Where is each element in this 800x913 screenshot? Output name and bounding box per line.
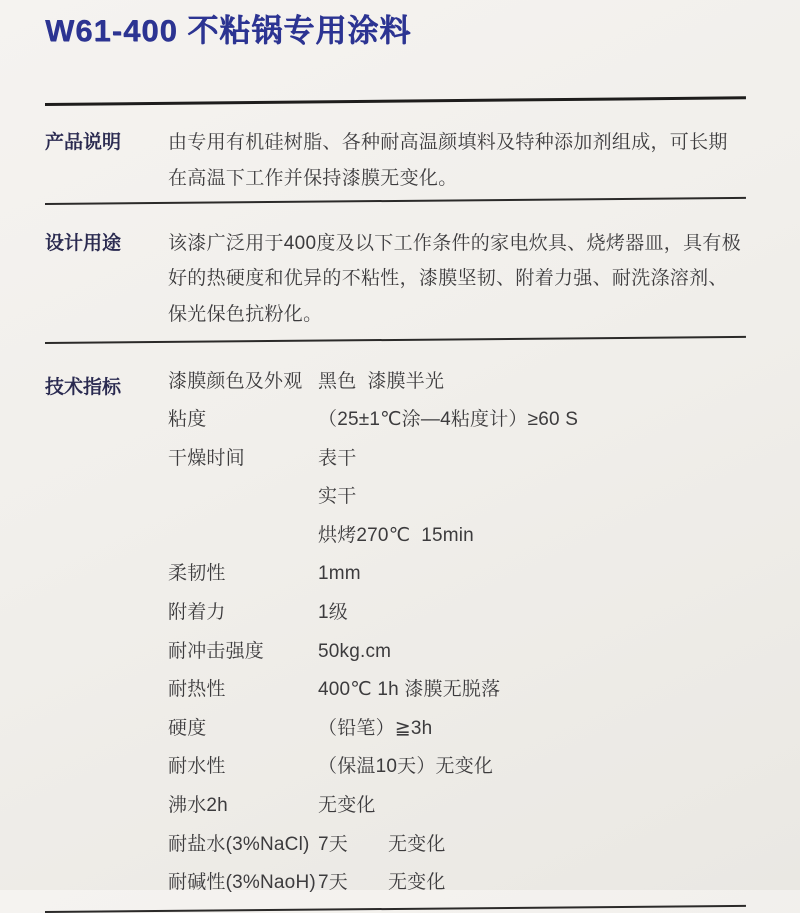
spec-value: 实干 — [318, 486, 357, 508]
spec-value: 400℃ 1h 漆膜无脱落 — [318, 679, 501, 701]
divider-top — [45, 96, 746, 106]
spec-param: 耐碱性(3%NaoH) — [168, 872, 316, 894]
spec-row — [168, 524, 746, 563]
spec-value: 7天 — [318, 872, 348, 894]
spec-value: （铅笔）≧3h — [318, 717, 433, 739]
section-technical-specs — [45, 370, 746, 910]
divider-middle-1 — [45, 197, 746, 205]
spec-value: 1级 — [318, 602, 348, 624]
section-product-description — [45, 125, 746, 196]
spec-extra: 无变化 — [387, 872, 446, 894]
spec-param: 粘度 — [168, 409, 207, 431]
spec-value: 无变化 — [318, 795, 376, 817]
spec-value: 黑色 漆膜半光 — [318, 370, 445, 392]
spec-value: 1mm — [318, 563, 361, 585]
spec-row — [168, 871, 746, 910]
product-description-body: 由专用有机硅树脂、各种耐高温颜填料及特种添加剂组成，可长期在高温下工作并保持漆膜无变化。 — [168, 132, 728, 189]
spec-extra: 无变化 — [387, 833, 446, 855]
spec-param: 耐热性 — [168, 679, 226, 701]
design-use-label: 设计用途 — [45, 232, 122, 254]
spec-table — [168, 370, 746, 910]
spec-value: 7天 — [318, 833, 348, 855]
spec-param: 沸水2h — [168, 795, 228, 817]
spec-row — [168, 833, 746, 872]
spec-row — [168, 678, 746, 717]
page-title: W61-400 不粘锅专用涂料 — [45, 13, 412, 48]
spec-param: 耐冲击强度 — [168, 640, 265, 662]
divider-middle-2 — [45, 336, 746, 344]
technical-specs-label: 技术指标 — [45, 376, 122, 398]
spec-param: 干燥时间 — [168, 447, 245, 469]
spec-param: 耐水性 — [168, 756, 226, 778]
spec-row — [168, 717, 746, 756]
spec-row — [168, 755, 746, 794]
spec-row — [168, 562, 746, 601]
spec-param: 耐盐水(3%NaCl) — [168, 833, 310, 855]
spec-row — [168, 408, 746, 447]
spec-param: 漆膜颜色及外观 — [168, 370, 303, 392]
design-use-body: 该漆广泛用于400度及以下工作条件的家电炊具、烧烤器皿，具有极好的热硬度和优异的不粘性，漆膜坚韧、附着力强、耐洗涤溶剂、保光保色抗粉化。 — [168, 232, 742, 325]
spec-row — [168, 601, 746, 640]
spec-param: 硬度 — [168, 717, 207, 739]
spec-row — [168, 370, 746, 409]
spec-row — [168, 485, 746, 524]
spec-param: 附着力 — [168, 602, 226, 624]
spec-value: 表干 — [318, 447, 357, 469]
spec-row — [168, 640, 746, 679]
spec-param: 柔韧性 — [168, 563, 226, 585]
product-description-label: 产品说明 — [45, 132, 122, 153]
spec-row — [168, 447, 746, 486]
spec-row — [168, 794, 746, 833]
spec-value: （保温10天）无变化 — [318, 756, 494, 778]
spec-value: （25±1℃涂—4粘度计）≥60 S — [318, 409, 579, 431]
section-design-use — [45, 226, 746, 333]
spec-value: 50kg.cm — [318, 640, 392, 662]
spec-value: 烘烤270℃ 15min — [318, 524, 474, 546]
